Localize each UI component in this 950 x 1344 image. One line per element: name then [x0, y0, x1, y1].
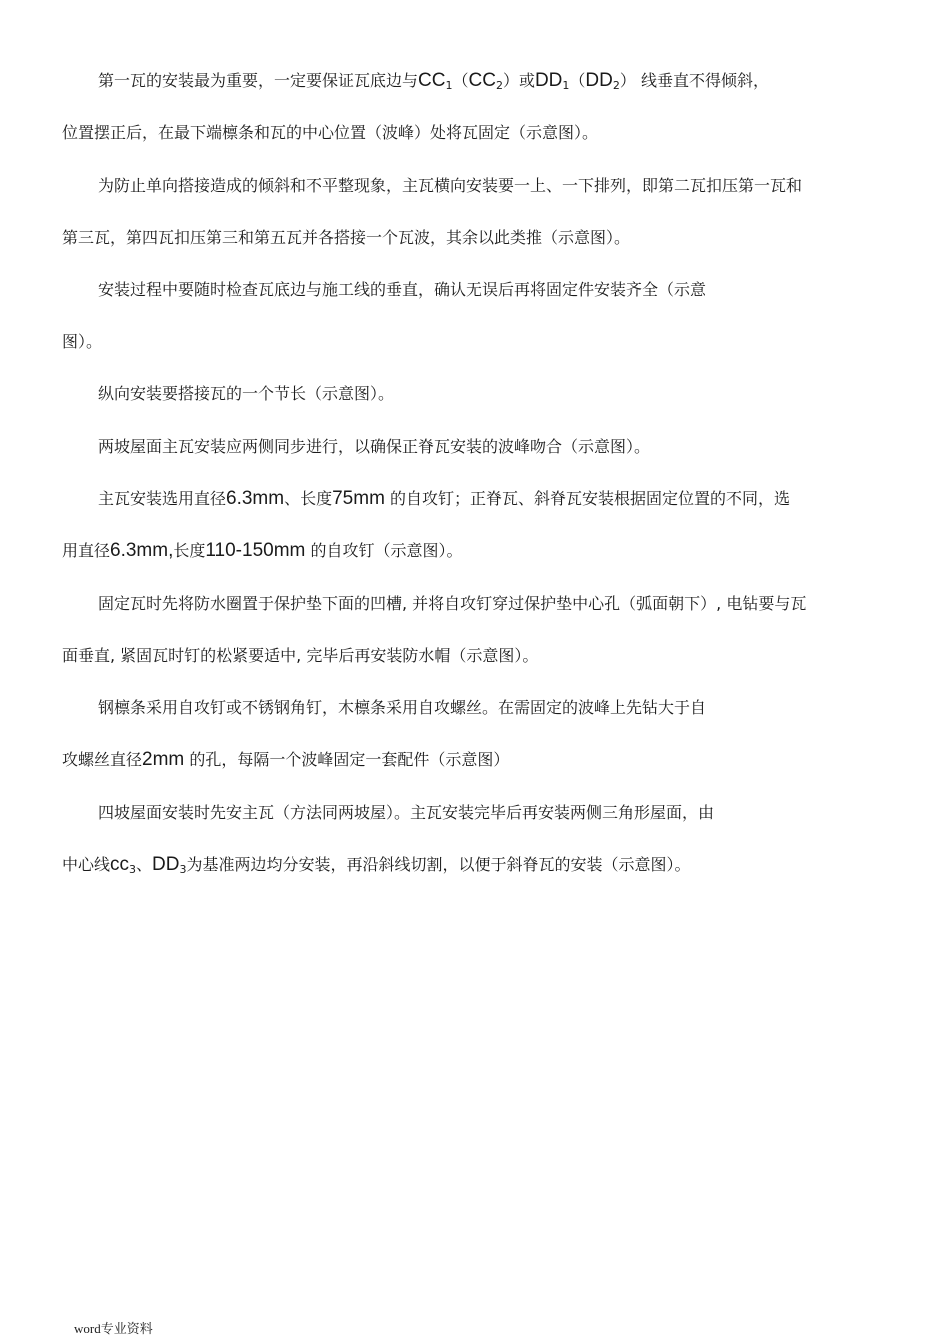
paragraph-4-line-1: 纵向安装要搭接瓦的一个节长（示意图）。	[98, 384, 395, 403]
subscript: 3	[129, 863, 137, 876]
text-run: 用直径	[62, 541, 111, 560]
subscript: 2	[495, 79, 503, 92]
text-run: （	[569, 71, 586, 90]
subscript: 1	[445, 79, 453, 92]
paragraph-3-line-2: 图）。	[62, 332, 103, 351]
number-run: 2mm	[142, 749, 185, 770]
text-run: 为基准两边均分安装，再沿斜线切割，以便于斜脊瓦的安装（示意图）。	[186, 855, 691, 874]
subscript: 2	[612, 79, 620, 92]
text-run: 第一瓦的安装最为重要，一定要保证瓦底边与	[98, 71, 419, 90]
text-run: 主瓦安装选用直径	[98, 489, 227, 508]
paragraph-1-line-2: 位置摆正后，在最下端檩条和瓦的中心位置（波峰）处将瓦固定（示意图）。	[62, 123, 599, 142]
text-run: 的自攻钉（示意图）。	[310, 541, 463, 560]
label-cc: CC	[418, 70, 446, 91]
paragraph-1-line-1	[98, 69, 769, 93]
paragraph-9-line-1: 四坡屋面安装时先安主瓦（方法同两坡屋）。主瓦安装完毕后再安装两侧三角形屋面，由	[98, 803, 715, 822]
text-run: 的自攻钉；正脊瓦、斜脊瓦安装根据固定位置的不同，选	[390, 489, 791, 508]
number-run: 6.3mm	[226, 488, 285, 509]
text-run: （	[452, 71, 469, 90]
text-run: ）	[619, 71, 636, 90]
text-run: 线垂直不得倾斜，	[640, 71, 769, 90]
subscript: 1	[562, 79, 570, 92]
paragraph-6-line-1	[98, 487, 790, 511]
text-run: 、	[136, 855, 153, 874]
paragraph-8-line-2	[62, 748, 509, 772]
paragraph-7-line-2: 面垂直, 紧固瓦时钉的松紧要适中, 完毕后再安装防水帽（示意图）。	[62, 646, 539, 665]
text-run: 的孔，每隔一个波峰固定一套配件（示意图）	[189, 750, 510, 769]
paragraph-7-line-1: 固定瓦时先将防水圈置于保护垫下面的凹槽, 并将自攻钉穿过保护垫中心孔（弧面朝下）, 电钻要与瓦	[98, 594, 807, 613]
paragraph-8-line-1: 钢檩条采用自攻钉或不锈钢角钉，木檩条采用自攻螺丝。在需固定的波峰上先钻大于自	[98, 698, 707, 717]
label-dd2: DD	[585, 70, 613, 91]
label-cc2: CC	[468, 70, 496, 91]
text-run: 、长度	[284, 489, 333, 508]
text-run: 攻螺丝直径	[62, 750, 143, 769]
number-run: 6.3mm,	[110, 540, 174, 561]
paragraph-3-line-1: 安装过程中要随时检查瓦底边与施工线的垂直，确认无误后再将固定件安装齐全（示意	[98, 280, 707, 299]
label-cc3: cc	[110, 854, 130, 875]
label-dd: DD	[534, 70, 563, 91]
paragraph-2-line-1: 为防止单向搭接造成的倾斜和不平整现象，主瓦横向安装要一上、一下排列，即第二瓦扣压第一瓦和	[98, 176, 803, 195]
paragraph-6-line-2	[62, 539, 462, 563]
number-run: 75mm	[332, 488, 385, 509]
label-dd3: DD	[152, 854, 180, 875]
subscript: 3	[179, 863, 187, 876]
paragraph-9-line-2	[62, 853, 691, 877]
text-run: ）或	[502, 71, 535, 90]
number-run: 110-150mm	[205, 540, 306, 561]
paragraph-5-line-1: 两坡屋面主瓦安装应两侧同步进行，以确保正脊瓦安装的波峰吻合（示意图）。	[98, 437, 651, 456]
text-run: 中心线	[62, 855, 111, 874]
text-run: 长度	[173, 541, 206, 560]
paragraph-2-line-2: 第三瓦，第四瓦扣压第三和第五瓦并各搭接一个瓦波，其余以此类推（示意图）。	[62, 228, 631, 247]
page-footer: word专业资料	[74, 1321, 153, 1336]
